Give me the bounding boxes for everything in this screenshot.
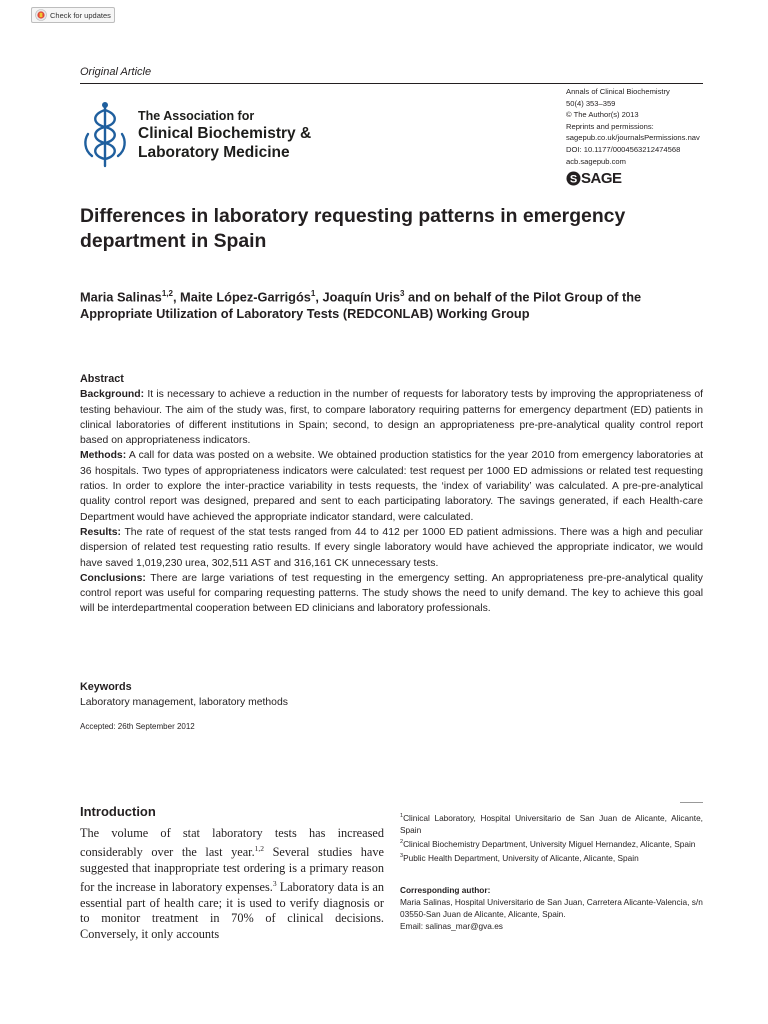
reprints-link[interactable]: sagepub.co.uk/journalsPermissions.nav: [566, 133, 700, 143]
keywords-heading: Keywords: [80, 681, 132, 693]
journal-info: [566, 86, 746, 167]
author-group: and on behalf of the Pilot Group of the Appropriate Utilization of Laboratory Tests (REDCONLAB) Working Group: [80, 289, 642, 322]
check-for-updates-label: Check for updates: [50, 10, 111, 20]
intro-part-2: Several studies have suggested that inappropriate test ordering is a primary reason for the increase in laboratory expenses.: [80, 845, 384, 895]
corresponding-address: Maria Salinas, Hospital Universitario de San Juan, Carretera Alicante-Valencia, s/n 03550-San Juan de Alicante, Alicante, Spain.: [400, 897, 703, 919]
affiliation-3-number: 3: [400, 852, 404, 859]
accepted-date: Accepted: 26th September 2012: [80, 722, 195, 731]
journal-site-link[interactable]: acb.sagepub.com: [566, 156, 626, 166]
affiliation-3: [400, 850, 703, 864]
abstract: [80, 372, 703, 617]
check-for-updates-badge[interactable]: [31, 7, 115, 23]
affiliations: [400, 810, 703, 863]
caduceus-icon: [80, 100, 130, 170]
sage-logo: [566, 170, 622, 187]
affiliation-1-number: 1: [400, 813, 404, 819]
affiliation-1: [400, 810, 703, 836]
journal-volume: 50(4) 353–359: [566, 98, 616, 108]
abstract-background: [80, 387, 703, 448]
reprints-label: Reprints and permissions:: [566, 121, 654, 131]
article-type: Original Article: [80, 66, 152, 78]
association-logo: [80, 100, 340, 170]
author-list: [80, 285, 710, 322]
header-divider: [80, 83, 703, 84]
methods-label: Methods:: [80, 450, 127, 462]
article-title: Differences in laboratory requesting patterns in emergency department in Spain: [80, 205, 626, 252]
citation-2[interactable]: 3: [272, 879, 277, 889]
intro-part-1: The volume of stat laboratory tests has increased considerably over the last year.: [80, 826, 384, 860]
conclusions-label: Conclusions:: [80, 572, 146, 584]
affiliation-2-number: 2: [400, 838, 404, 845]
abstract-heading: Abstract: [80, 373, 124, 385]
results-label: Results:: [80, 526, 121, 538]
affiliation-2: [400, 836, 703, 850]
citation-1[interactable]: 1,2: [254, 844, 265, 854]
update-icon: [35, 9, 47, 21]
introduction-heading: Introduction: [80, 804, 156, 819]
journal-name: Annals of Clinical Biochemistry: [566, 87, 670, 96]
author-2: , Maite López-Garrigós: [172, 289, 311, 305]
abstract-methods: [80, 448, 703, 524]
abstract-conclusions: [80, 571, 703, 617]
abstract-results: [80, 525, 703, 571]
corresponding-heading: Corresponding author:: [400, 885, 491, 895]
results-text: The rate of request of the stat tests ranged from 44 to 412 per 1000 ED patient admissions. There was a high and peculiar dispersion of related test requesting ratio results. If every single laboratory would have achieved the appropriate indicator, we would have saved 1,019,230 urea, 302,511 AST and 316,161 CK unnecessary tests.: [80, 526, 703, 569]
copyright: © The Author(s) 2013: [566, 110, 639, 120]
author-2-affil: 1: [310, 289, 316, 298]
sage-logo-text: SAGE: [581, 170, 622, 187]
methods-text: A call for data was posted on a website. We obtained production statistics for the year 2010 from emergency laboratories at 36 hospitals. Two types of appropriateness indicators were calculated: test request per 1000 ED admissions or related test requesting ratios. In order to explore the inter-practice variability in tests requests, the ‘index of variability’ was calculated. A pre-pre-analytical quality control report was designed, prepared and sent to each participating laboratory. The savings generated, if each Health-care Department would have achieved the appropriate indicator standard, were calculated.: [80, 450, 703, 523]
author-1-affil: 1,2: [161, 289, 173, 298]
intro-part-3: Laboratory data is an essential part of health care; it is used to verify diagnosis or to monitor treatment in 70% of clinical decisions. Conversely, it only accounts: [80, 880, 384, 941]
affiliation-2-text: Clinical Biochemistry Department, University Miguel Hernandez, Alicante, Spain: [403, 838, 696, 849]
corresponding-email[interactable]: Email: salinas_mar@gva.es: [400, 921, 503, 931]
affiliation-3-text: Public Health Department, University of Alicante, Alicante, Spain: [403, 852, 639, 863]
footnote-divider: [680, 802, 703, 803]
introduction-text: [80, 826, 384, 942]
author-3: , Joaquín Uris: [315, 289, 400, 305]
doi[interactable]: DOI: 10.1177/0004563212474568: [566, 144, 681, 154]
logo-line-2: Clinical Biochemistry &: [138, 125, 312, 142]
keywords-text: Laboratory management, laboratory methods: [80, 697, 288, 709]
sage-logo-icon: [566, 171, 581, 186]
background-text: It is necessary to achieve a reduction in the number of requests for laboratory tests by improving the appropriateness of testing behaviour. The aim of the study was, first, to compare laboratory requiring patterns for emergency department (ED) patients in clinical laboratories of different institutions in Spain; second, to design an appropriateness pre-pre-analytical quality control report based on appropriateness indicators.: [80, 389, 703, 447]
conclusions-text: There are large variations of test requesting in the emergency setting. An appropriateness pre-pre-analytical quality control report was useful for comparing requesting patterns. The study shows the need to unify demand. The key to achieve this goal will be interdepartmental cooperation between ED clinicians and laboratory professionals.: [80, 572, 703, 615]
author-1: Maria Salinas: [80, 289, 162, 305]
affiliation-1-text: Clinical Laboratory, Hospital Universitario de San Juan de Alicante, Alicante, Spain: [400, 812, 703, 835]
corresponding-author: [400, 884, 703, 932]
logo-line-1: The Association for: [138, 109, 255, 123]
svg-text:S: S: [569, 173, 578, 186]
keywords: [80, 680, 703, 711]
background-label: Background:: [80, 389, 145, 401]
logo-line-3: Laboratory Medicine: [138, 144, 290, 161]
author-3-affil: 3: [399, 289, 405, 298]
